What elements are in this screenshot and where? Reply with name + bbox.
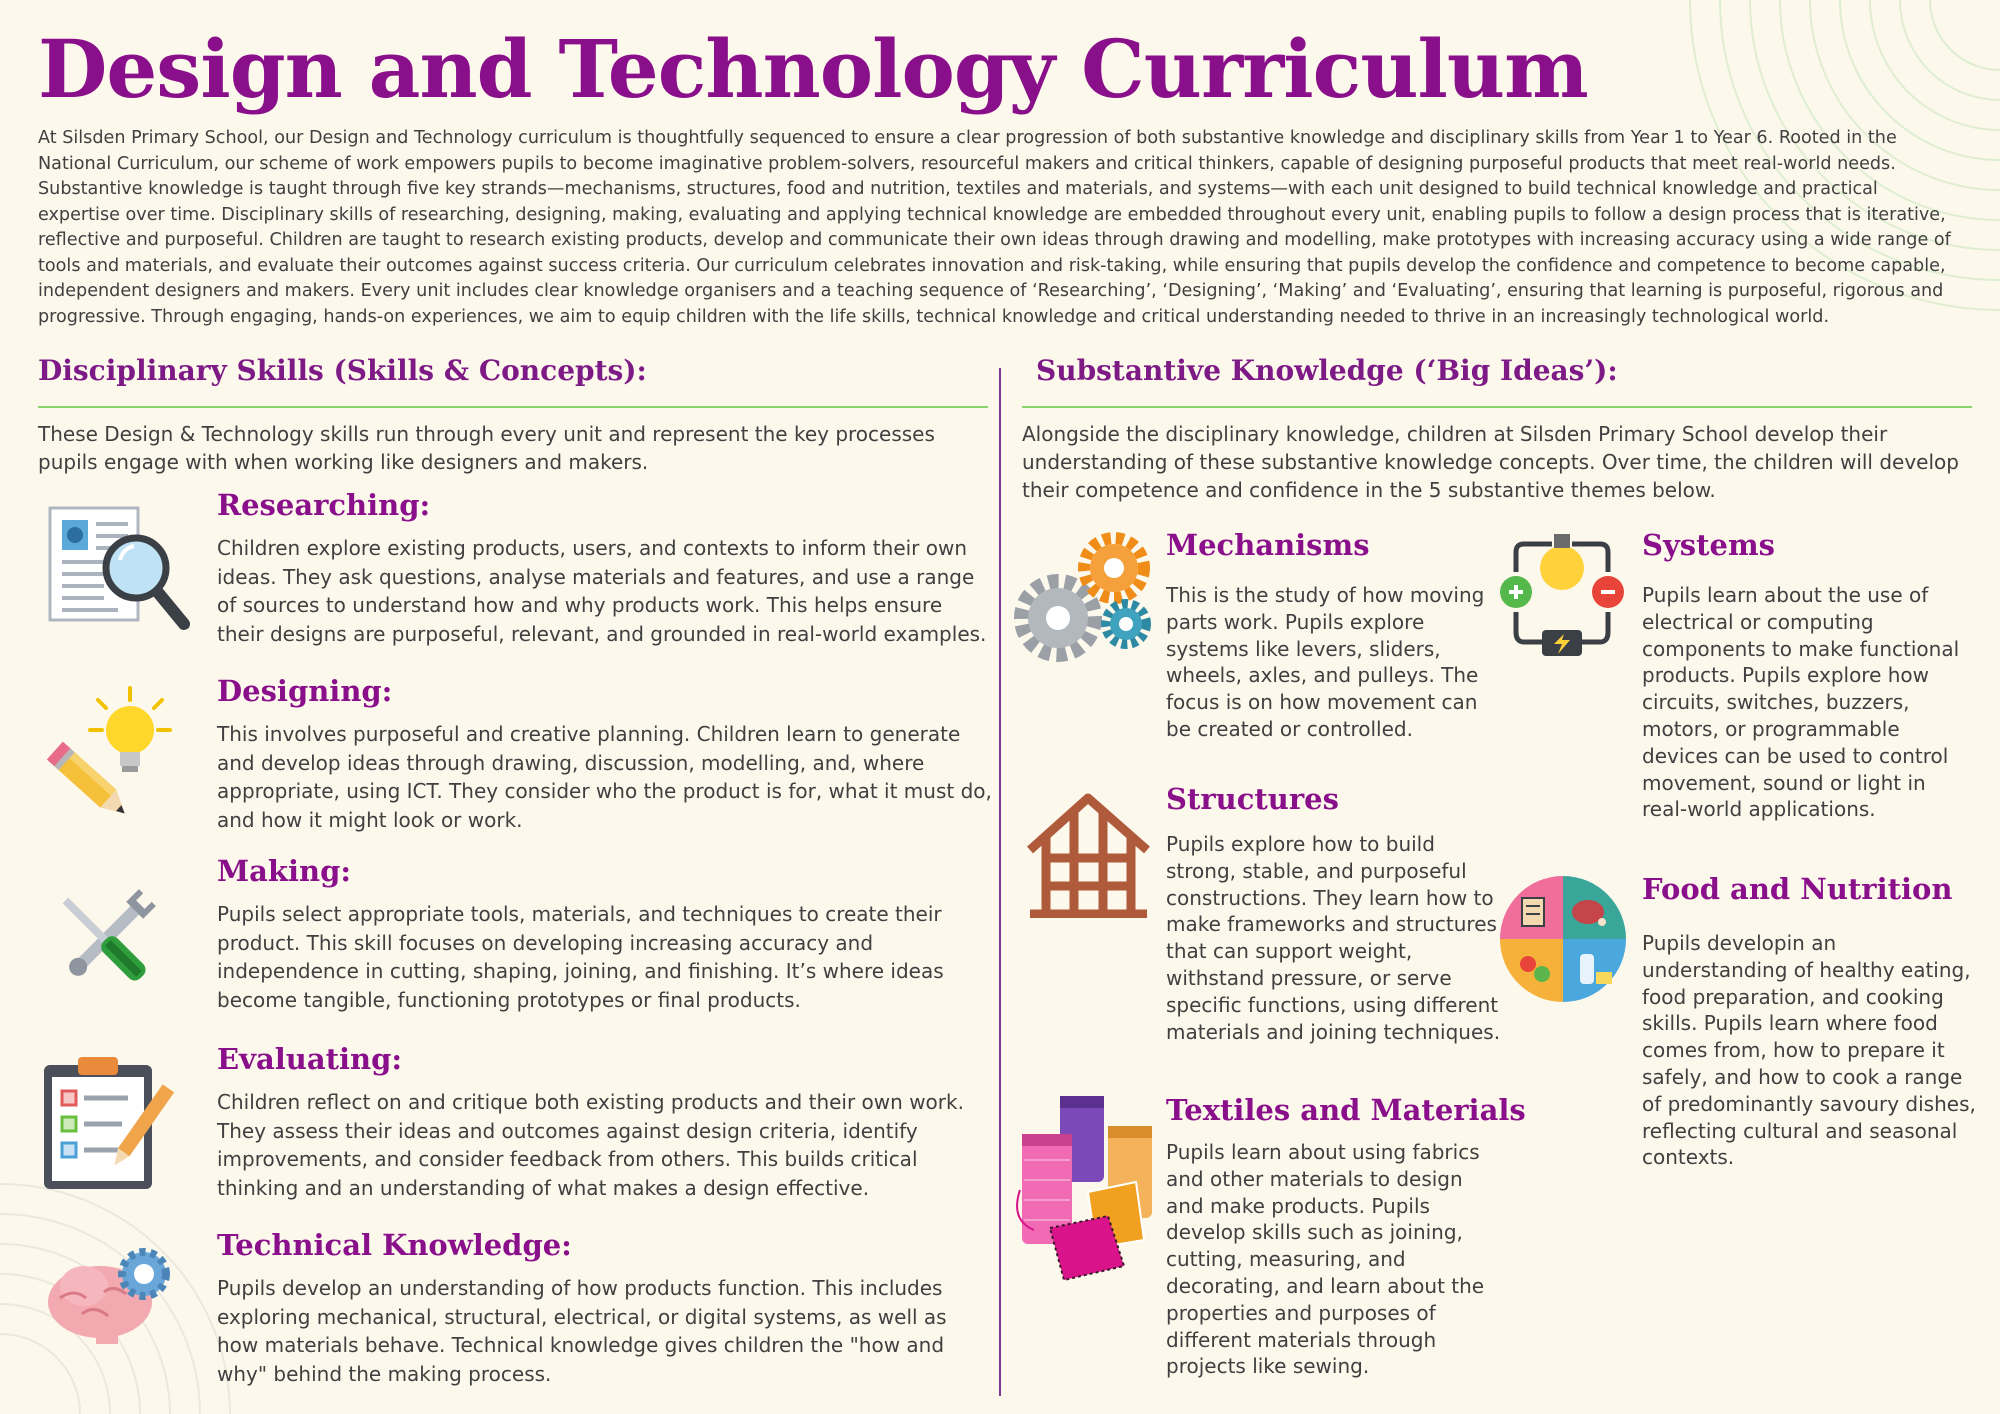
textiles-materials-text: Pupils learn about using fabrics and other materials to design and make products. Pupils develop skills such as joining, cutting, measuring, and decorating, and learn about the properties and purposes of different materials through projects like sewing. xyxy=(1166,1140,1485,1379)
mechanisms-title: Mechanisms xyxy=(1166,528,1370,562)
structures-title: Structures xyxy=(1166,782,1339,816)
intro-paragraph: At Silsden Primary School, our Design and Technology curriculum is thoughtfully sequenced to ensure a clear progression of both substantive knowledge and disciplinary skills from Year 1 to Year 6. Rooted in the National Curriculum, our scheme of work empowers pupils to become imaginative problem-solvers, resourceful makers and critical thinkers, capable of designing purposeful products that meet real-world needs. Substantive knowledge is taught through five key strands—mechanisms, structures, food and nutrition, textiles and materials, and systems—with each unit designed to build technical knowledge and practical expertise over time. Disciplinary skills of researching, designing, making, evaluating and applying technical knowledge are embedded throughout every unit, enabling pupils to follow a design process that is iterative, reflective and purposeful. Children are taught to research existing products, develop and communicate their own ideas through drawing and modelling, make prototypes with increasing accuracy using a wide range of tools and materials, and evaluate their outcomes against success criteria. Our curriculum celebrates innovation and risk-taking, while ensuring that pupils develop the confidence and competence to become capable, independent designers and makers. Every unit includes clear knowledge organisers and a teaching sequence of ‘Researching’, ‘Designing’, ‘Making’ and ‘Evaluating’, ensuring that learning is purposeful, rigorous and progressive. Through engaging, hands-on experiences, we aim to equip children with the life skills, technical knowledge and critical understanding needed to thrive in an increasingly technological world. xyxy=(38,128,1951,327)
food-nutrition-text: Pupils developin an understanding of healthy eating, food preparation, and cooking skills. Pupils learn where food comes from, how to prepare it safely, and how to cook a range of predominantly savoury dishes, reflecting cultural and seasonal contexts. xyxy=(1642,931,1976,1170)
evaluating-text: Children reflect on and critique both existing products and their own work. They assess their ideas and outcomes against design criteria, identify improvements, and consider feedback from others. This builds critical thinking and an understanding of what makes a design effective. xyxy=(217,1090,964,1200)
building-frame-icon xyxy=(1026,792,1151,918)
magnifier-document-icon xyxy=(48,504,193,634)
disciplinary-skills-heading: Disciplinary Skills (Skills & Concepts): xyxy=(38,354,647,387)
circuit-lightbulb-icon xyxy=(1496,532,1628,664)
designing-title: Designing: xyxy=(217,674,393,708)
textiles-materials-title: Textiles and Materials xyxy=(1166,1093,1526,1127)
pencil-lightbulb-icon xyxy=(42,684,182,824)
disciplinary-divider xyxy=(38,406,988,408)
substantive-knowledge-heading: Substantive Knowledge (‘Big Ideas’): xyxy=(1036,354,1618,387)
checklist-clipboard-icon xyxy=(44,1055,174,1195)
researching-title: Researching: xyxy=(217,488,431,522)
mechanisms-text: This is the study of how moving parts work. Pupils explore systems like levers, sliders, wheels, axles, and pulleys. The focus is on how movement can be created or controlled. xyxy=(1166,583,1485,741)
food-plate-icon xyxy=(1500,876,1626,1002)
making-text: Pupils select appropriate tools, materials, and techniques to create their product. This skill focuses on developing increasing accuracy and independence in cutting, shaping, joining, and finishing. It’s where ideas become tangible, functioning prototypes or final products. xyxy=(217,902,944,1012)
substantive-intro: Alongside the disciplinary knowledge, children at Silsden Primary School develop their understanding of these substantive knowledge concepts. Over time, the children will develop their competence and confidence in the 5 substantive themes below. xyxy=(1022,422,1959,502)
systems-title: Systems xyxy=(1642,528,1775,562)
page-title: Design and Technology Curriculum xyxy=(38,22,1588,116)
technical-knowledge-text: Pupils develop an understanding of how products function. This includes exploring mechanical, structural, electrical, or digital systems, as well as how materials behave. Technical knowledge gives children the "how and why" behind the making process. xyxy=(217,1276,947,1386)
tools-icon xyxy=(45,880,165,1000)
gears-icon xyxy=(1014,532,1159,667)
technical-knowledge-title: Technical Knowledge: xyxy=(217,1228,572,1262)
brain-gear-icon xyxy=(44,1244,174,1344)
systems-text: Pupils learn about the use of electrical or computing components to make functional products. Pupils explore how circuits, switches, buzzers, motors, or programmable devices can be used to control movement, sound or light in real-world applications. xyxy=(1642,583,1960,822)
food-nutrition-title: Food and Nutrition xyxy=(1642,872,1953,906)
making-title: Making: xyxy=(217,854,352,888)
evaluating-title: Evaluating: xyxy=(217,1042,403,1076)
disciplinary-intro: These Design & Technology skills run through every unit and represent the key processes pupils engage with when working like designers and makers. xyxy=(38,422,935,474)
substantive-divider xyxy=(1022,406,1972,408)
researching-text: Children explore existing products, users, and contexts to inform their own ideas. They ask questions, analyse materials and features, and use a range of sources to understand how and why products work. This helps ensure their designs are purposeful, relevant, and grounded in real-world examples. xyxy=(217,536,987,646)
designing-text: This involves purposeful and creative planning. Children learn to generate and develop ideas through drawing, discussion, modelling, and, where appropriate, using ICT. They consider who the product is for, what it must do, and how it might look or work. xyxy=(217,722,992,832)
column-divider xyxy=(999,368,1001,1396)
thread-fabric-icon xyxy=(1012,1090,1162,1285)
structures-text: Pupils explore how to build strong, stable, and purposeful constructions. They learn how to make frameworks and structures that can support weight, withstand pressure, or serve specific functions, using different materials and joining techniques. xyxy=(1166,832,1501,1044)
